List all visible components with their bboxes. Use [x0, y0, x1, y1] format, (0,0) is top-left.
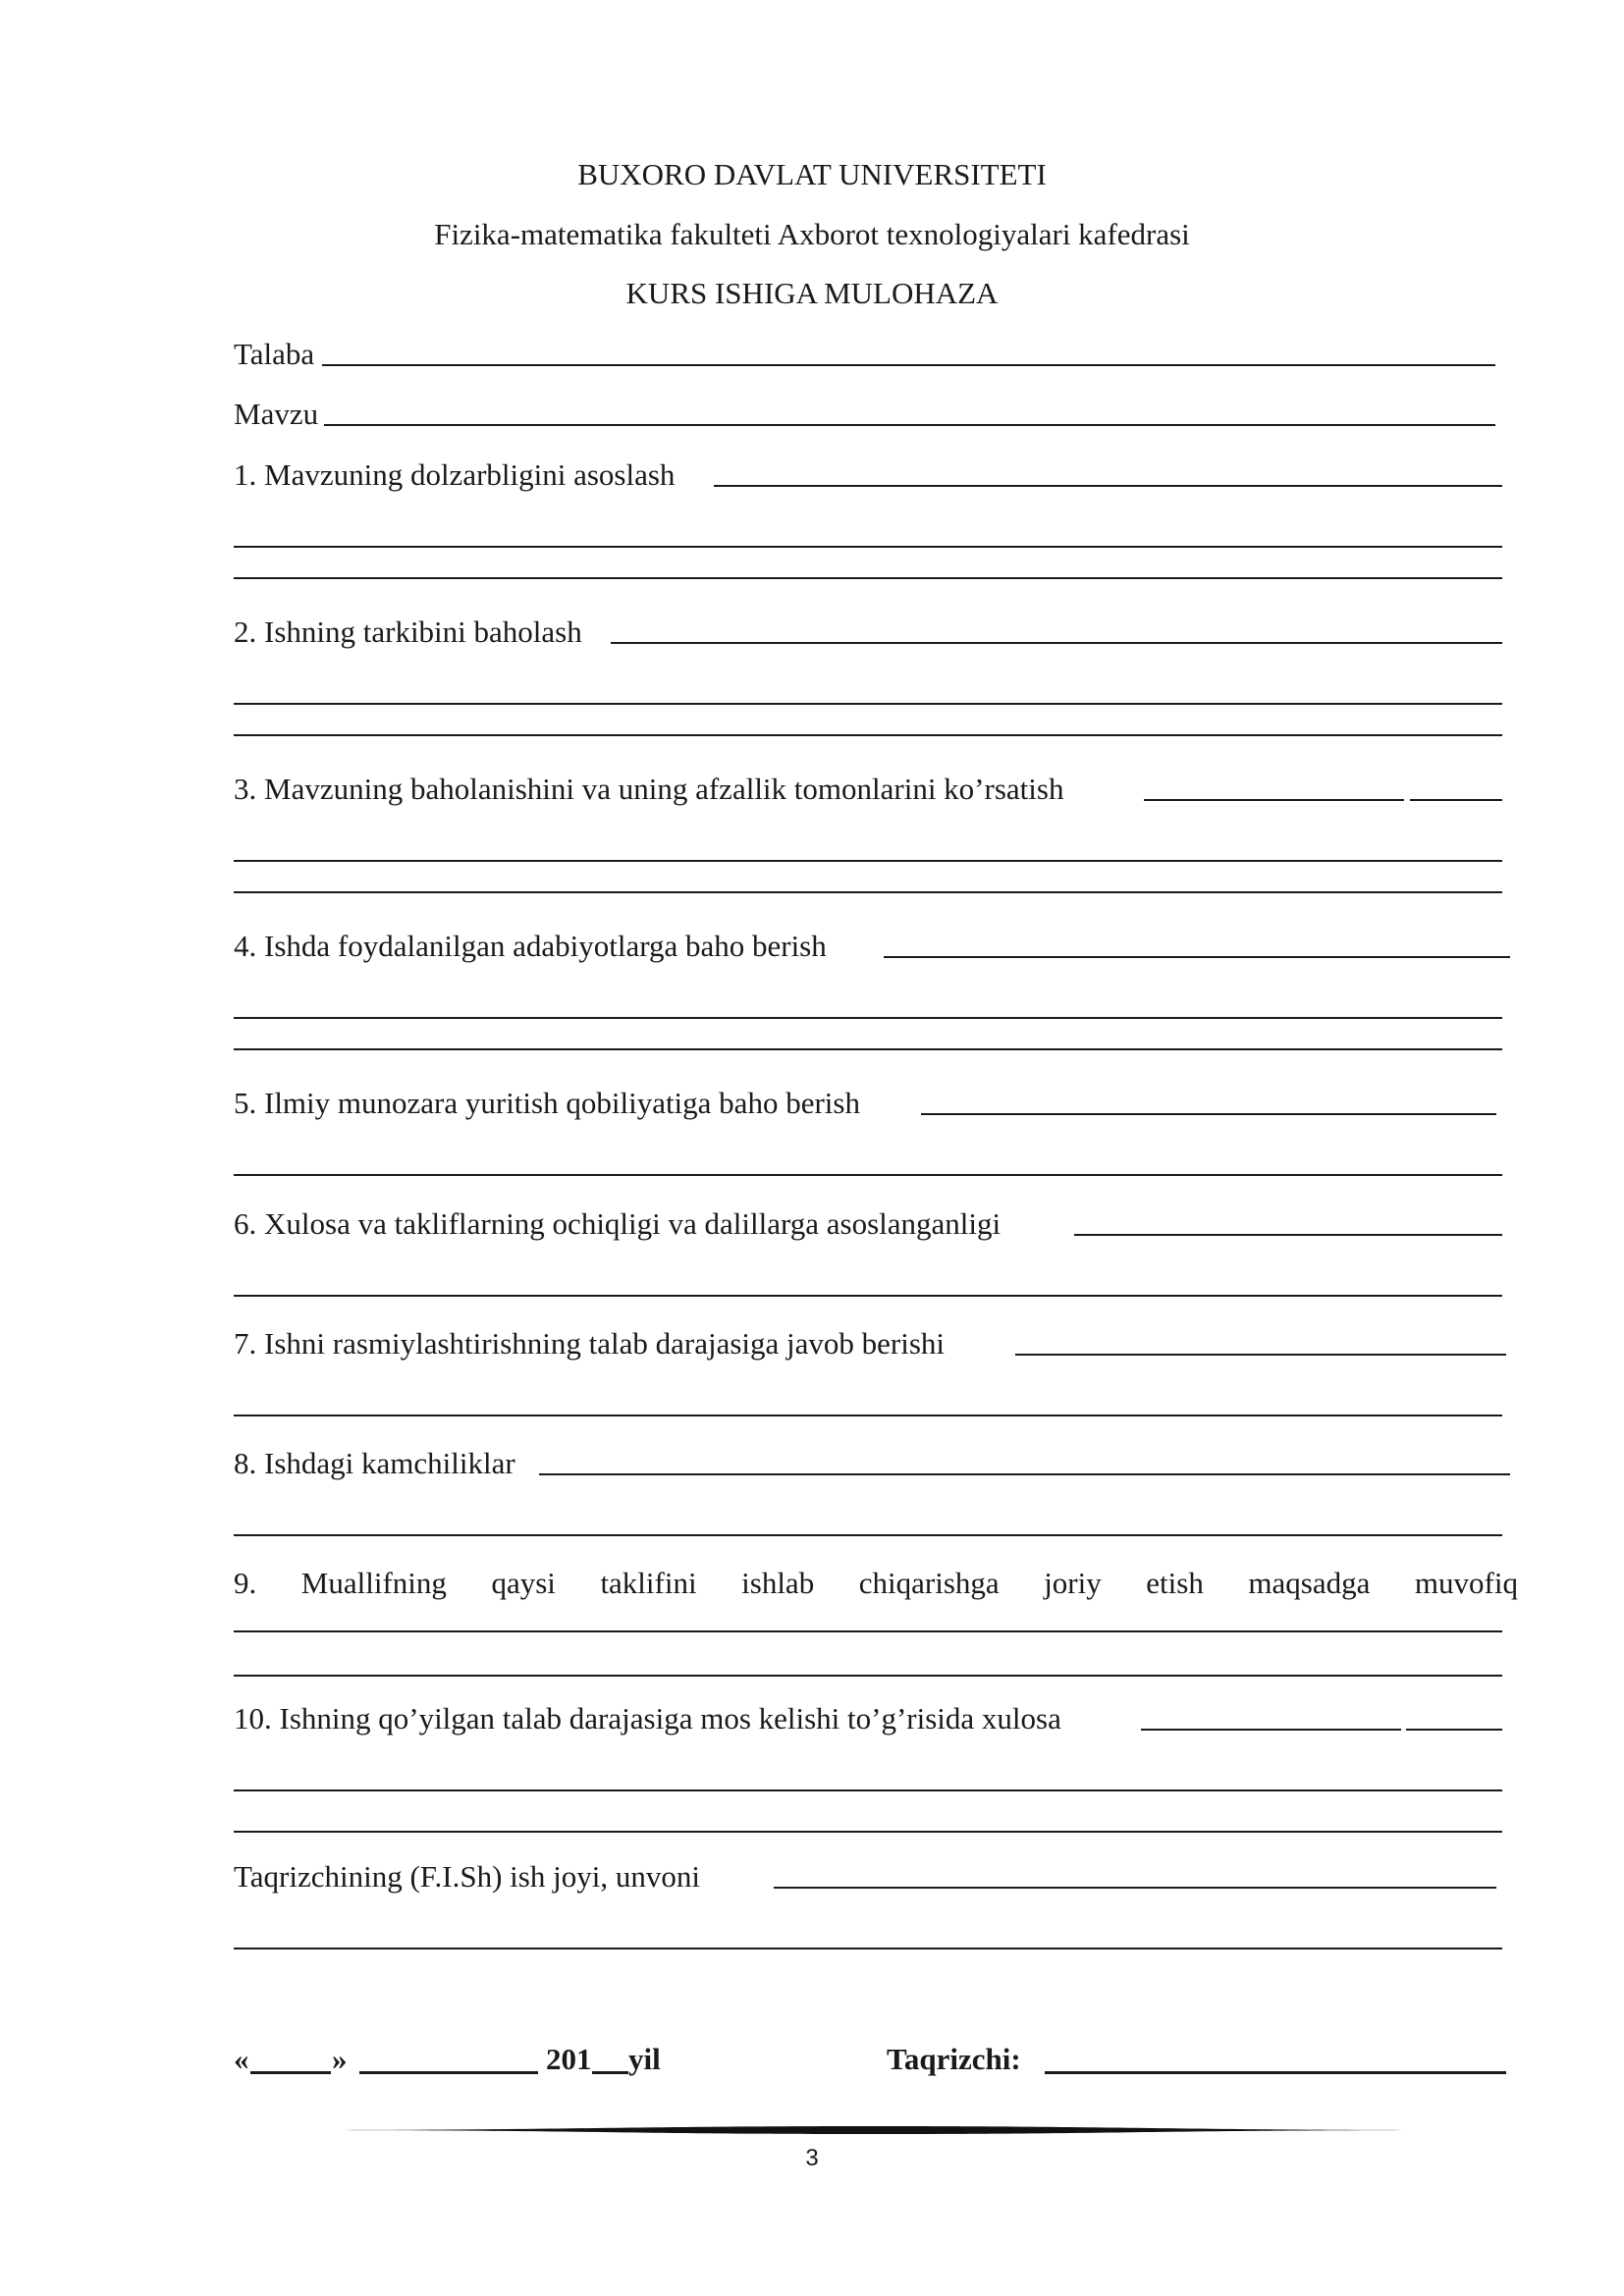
item-10-label: 10. Ishning qo’yilgan talab darajasiga mos kelishi to’g’risida xulosa	[234, 1701, 1061, 1735]
item-3-field-a[interactable]	[1144, 799, 1404, 801]
department-name: Fizika-matematika fakulteti Axborot texnologiyalari kafedrasi	[434, 217, 1190, 251]
item-2-line-2[interactable]	[234, 703, 1502, 705]
item-9-label: 9. Muallifning qaysi taklifini ishlab chiqarishga joriy etish maqsadga muvofiq	[234, 1566, 1518, 1600]
reviewer-info-label: Taqrizchining (F.I.Sh) ish joyi, unvoni	[234, 1859, 700, 1894]
item-1-field[interactable]	[714, 485, 1502, 487]
item-8-label: 8. Ishdagi kamchiliklar	[234, 1446, 515, 1480]
student-field[interactable]	[322, 364, 1495, 366]
item-6-line-2[interactable]	[234, 1295, 1502, 1297]
item-1-label: 1. Mavzuning dolzarbligini asoslash	[234, 457, 676, 492]
item-1-line-3[interactable]	[234, 577, 1502, 579]
reviewer-signature-label: Taqrizchi:	[887, 2042, 1021, 2076]
item-3-label: 3. Mavzuning baholanishini va uning afzallik tomonlarini ko’rsatish	[234, 772, 1064, 806]
item-2-label: 2. Ishning tarkibini baholash	[234, 614, 582, 649]
item-7-line-2[interactable]	[234, 1415, 1502, 1416]
date-day-field[interactable]	[250, 2071, 331, 2074]
date-open-quote: «	[234, 2042, 249, 2076]
date-year-field[interactable]	[592, 2071, 628, 2074]
item-6-field[interactable]	[1074, 1234, 1502, 1236]
page-number: 3	[805, 2145, 819, 2171]
date-close-quote: »	[332, 2042, 348, 2076]
item-7-field[interactable]	[1015, 1354, 1506, 1356]
item-10-line-3[interactable]	[234, 1831, 1502, 1833]
item-4-field[interactable]	[884, 956, 1510, 958]
item-5-label: 5. Ilmiy munozara yuritish qobiliyatiga baho berish	[234, 1086, 860, 1120]
item-8-field[interactable]	[539, 1473, 1510, 1475]
item-10-field-b[interactable]	[1406, 1729, 1502, 1731]
reviewer-info-line-2[interactable]	[234, 1948, 1502, 1949]
reviewer-info-field[interactable]	[774, 1887, 1496, 1889]
date-month-field[interactable]	[359, 2071, 538, 2074]
item-9-line-1[interactable]	[234, 1630, 1502, 1632]
item-10-line-2[interactable]	[234, 1789, 1502, 1791]
item-7-label: 7. Ishni rasmiylashtirishning talab darajasiga javob berishi	[234, 1326, 946, 1361]
date-year-prefix: 201	[546, 2042, 592, 2076]
item-10-field-a[interactable]	[1141, 1729, 1401, 1731]
footer-divider	[285, 2123, 1463, 2137]
document-title: KURS ISHIGA MULOHAZA	[625, 276, 999, 310]
item-8-line-2[interactable]	[234, 1534, 1502, 1536]
item-2-field[interactable]	[611, 642, 1502, 644]
item-3-line-2[interactable]	[234, 860, 1502, 862]
item-3-field-b[interactable]	[1410, 799, 1502, 801]
item-6-label: 6. Xulosa va takliflarning ochiqligi va dalillarga asoslanganligi	[234, 1206, 1001, 1241]
date-year-suffix: yil	[628, 2042, 661, 2076]
topic-field[interactable]	[324, 424, 1495, 426]
item-9-line-2[interactable]	[234, 1675, 1502, 1677]
university-name: BUXORO DAVLAT UNIVERSITETI	[577, 157, 1047, 191]
reviewer-signature-field[interactable]	[1045, 2071, 1506, 2074]
item-3-line-3[interactable]	[234, 891, 1502, 893]
student-label: Talaba	[234, 337, 315, 371]
item-2-line-3[interactable]	[234, 734, 1502, 736]
item-4-line-2[interactable]	[234, 1017, 1502, 1019]
item-1-line-2[interactable]	[234, 546, 1502, 548]
item-4-label: 4. Ishda foydalanilgan adabiyotlarga baho berish	[234, 929, 827, 963]
item-4-line-3[interactable]	[234, 1048, 1502, 1050]
item-5-field[interactable]	[921, 1113, 1496, 1115]
item-5-line-2[interactable]	[234, 1174, 1502, 1176]
topic-label: Mavzu	[234, 397, 319, 431]
